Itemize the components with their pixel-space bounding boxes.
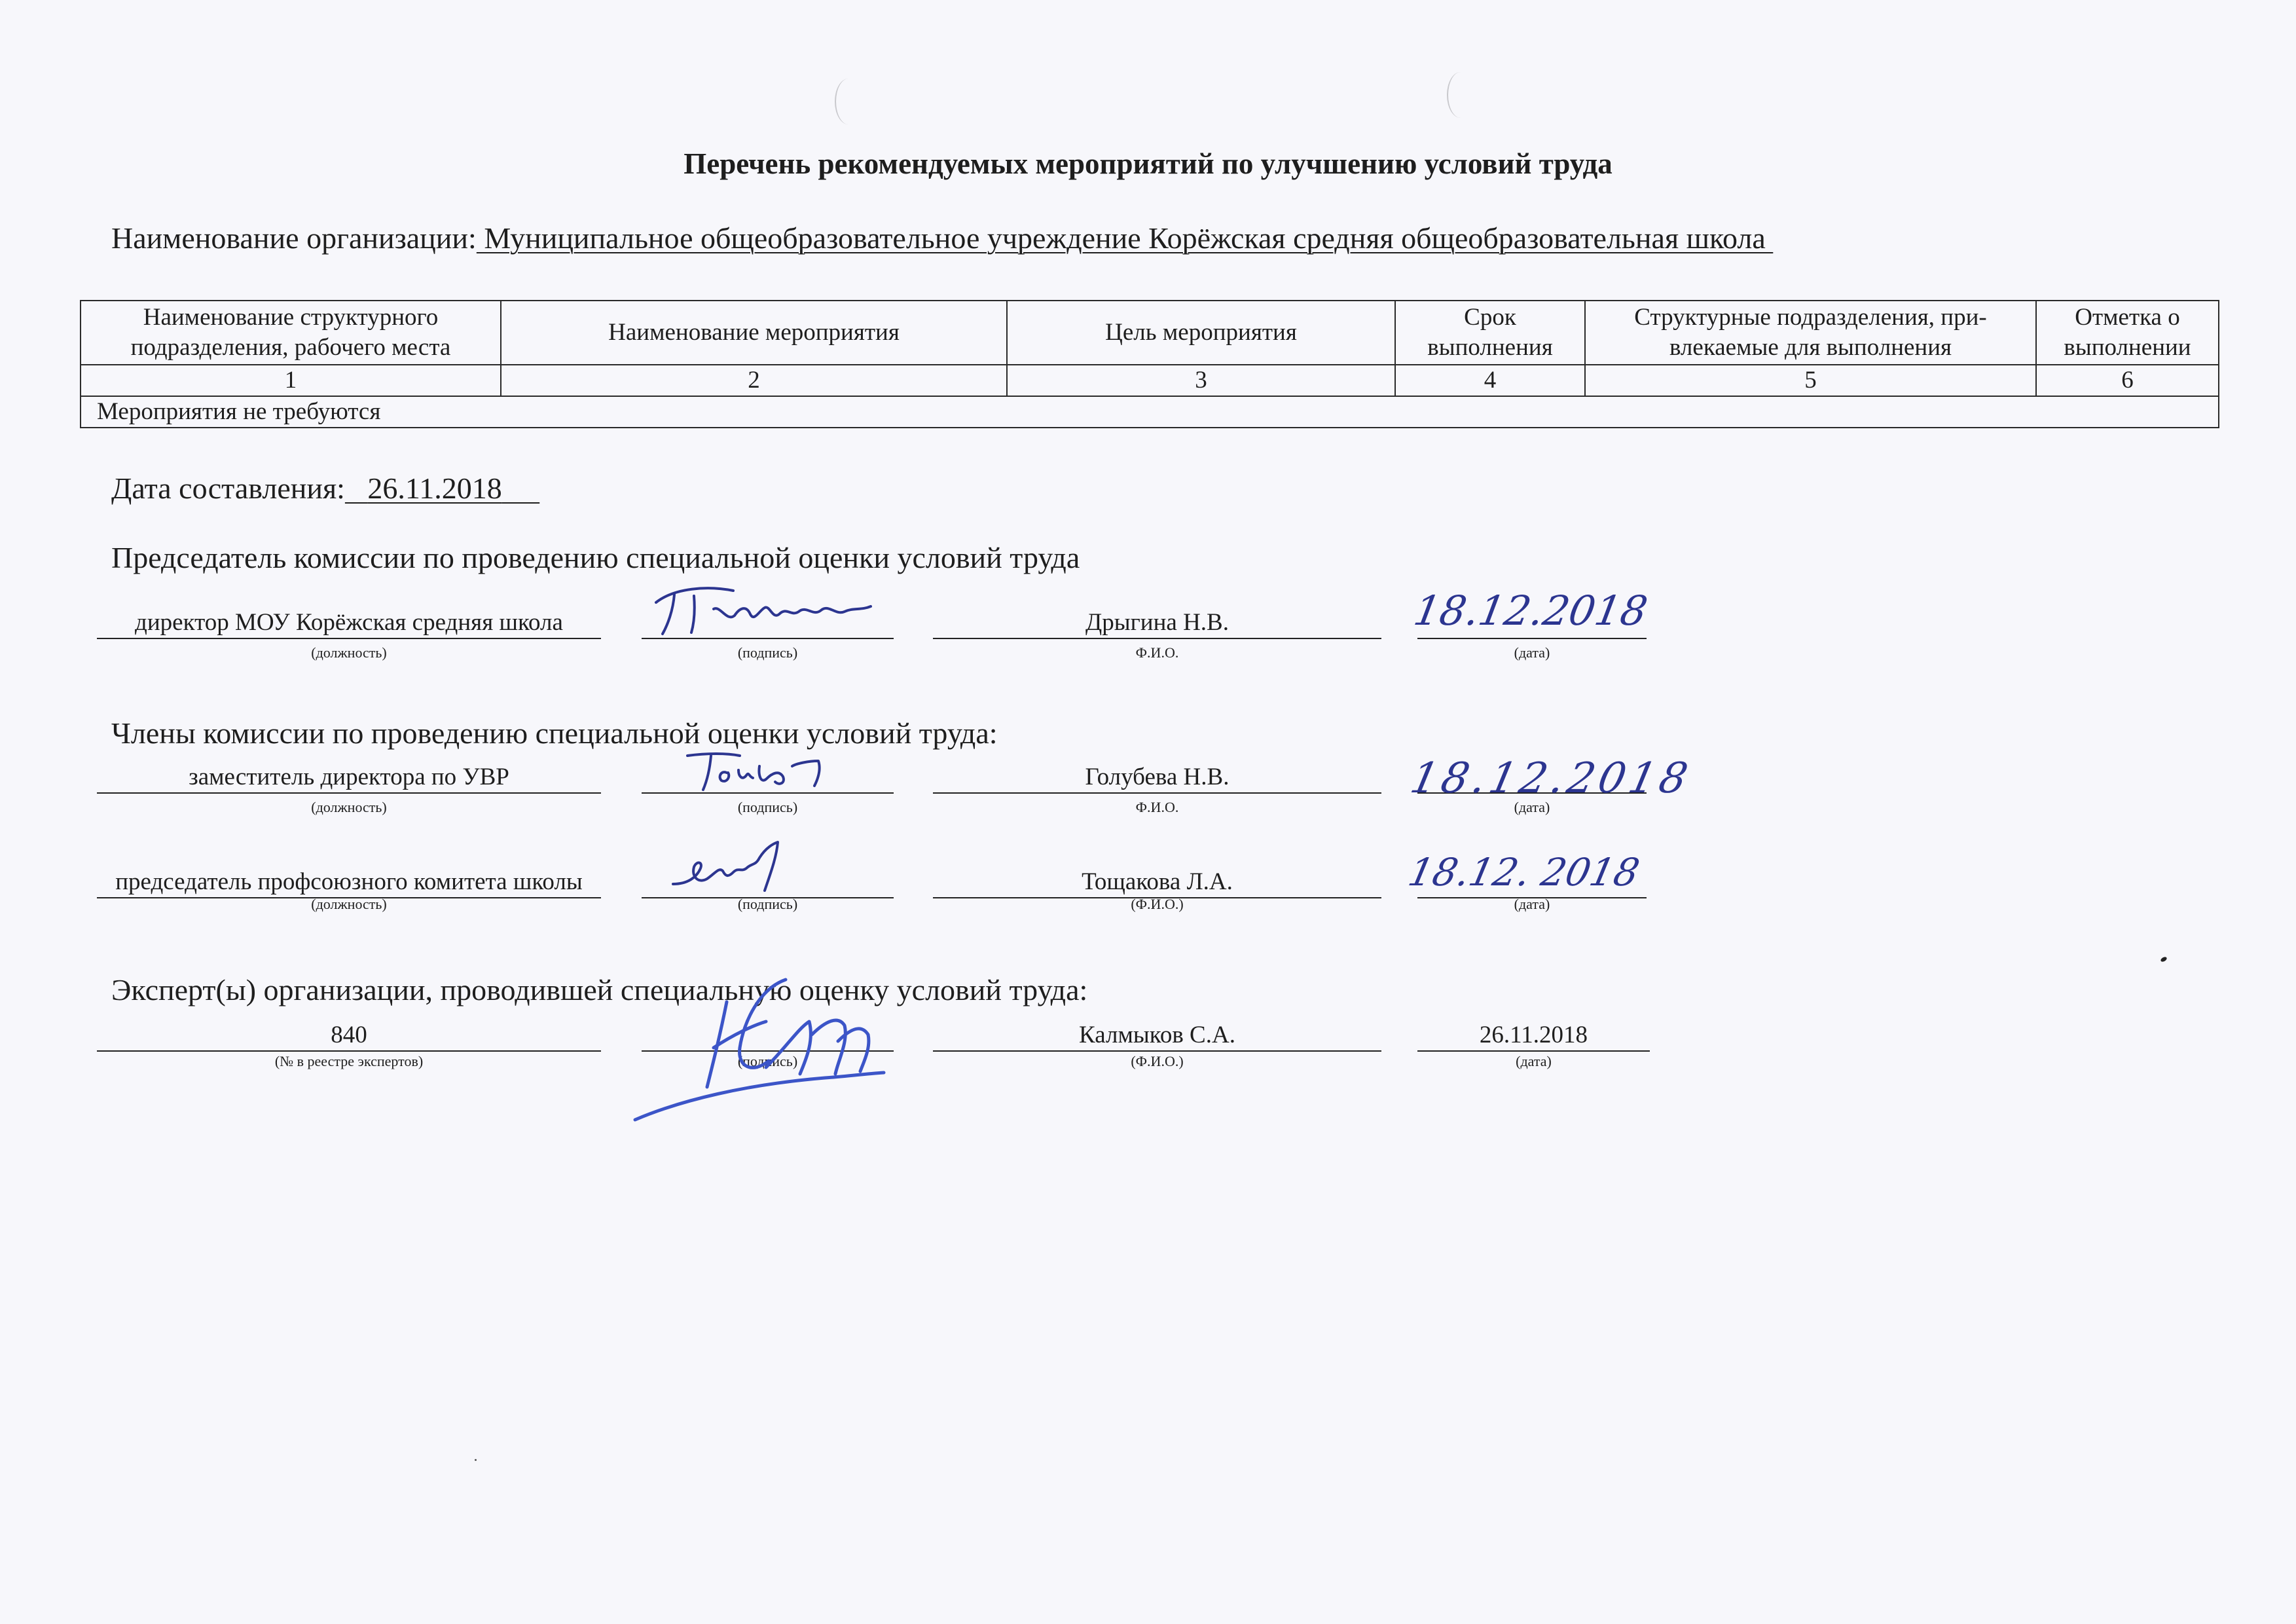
- caption-signature: (подпись): [737, 644, 798, 661]
- caption-name: (Ф.И.О.): [1131, 1053, 1184, 1069]
- table-number-row: [81, 365, 2219, 396]
- caption-date: (дата): [1516, 1053, 1552, 1069]
- caption-position: (должность): [311, 896, 387, 912]
- column-number: 6: [2036, 365, 2219, 396]
- caption-position: (должность): [311, 799, 387, 815]
- chair-heading: Председатель комиссии по проведению специальной оценки условий труда: [111, 541, 1080, 574]
- punch-hole-mark: [835, 79, 862, 124]
- page-title: Перечень рекомендуемых мероприятий по улучшению условий труда: [683, 147, 1613, 180]
- ink-dot-mark: [475, 1459, 477, 1461]
- caption-signature: (подпись): [737, 799, 798, 815]
- caption-date: (дата): [1514, 799, 1550, 815]
- header-cell-unit: Наименование структурного подразделения, рабочего места: [81, 301, 501, 365]
- header-cell-deadline: Срок выполнения: [1395, 301, 1585, 365]
- table-row: [81, 396, 2219, 428]
- compilation-date-value: [345, 471, 539, 505]
- caption-signature: (подпись): [737, 896, 798, 912]
- organization-line: [111, 220, 1773, 257]
- member-signature: [681, 747, 851, 799]
- compilation-date-line: [111, 470, 539, 507]
- caption-name: Ф.И.О.: [1135, 644, 1179, 661]
- caption-registry: (№ в реестре экспертов): [274, 1053, 424, 1069]
- ink-dot-mark: [2160, 956, 2168, 963]
- table-note: Мероприятия не требуются: [81, 396, 2219, 428]
- measures-table: [80, 300, 2219, 428]
- svg-text:18.12.2018: 18.12.2018: [1410, 587, 1651, 635]
- header-cell-measure: Наименование мероприятия: [501, 301, 1007, 365]
- expert-name: Калмыков С.А.: [933, 1007, 1381, 1052]
- member-name: Тощакова Л.А.: [933, 832, 1381, 898]
- compilation-date-text: 26.11.2018: [367, 471, 502, 505]
- header-cell-departments: Структурные подразделения, при-влекаемые для выполнения: [1585, 301, 2036, 365]
- column-number: 1: [81, 365, 501, 396]
- svg-text:18.12. 2018: 18.12. 2018: [1404, 850, 1643, 895]
- organization-label: Наименование организации:: [111, 221, 477, 255]
- member-name: Голубева Н.В.: [933, 750, 1381, 794]
- organization-name: Муниципальное общеобразовательное учреждение Корёжская средняя общеобразовательная школа: [476, 221, 1774, 255]
- expert-signature: [629, 963, 903, 1133]
- punch-hole-mark: [1447, 72, 1474, 118]
- chair-position: директор МОУ Корёжская средняя школа: [97, 572, 601, 639]
- expert-date: 26.11.2018: [1417, 1007, 1650, 1052]
- caption-date: (дата): [1514, 644, 1550, 661]
- column-number: 3: [1007, 365, 1395, 396]
- caption-position: (должность): [311, 644, 387, 661]
- compilation-date-label: Дата составления:: [111, 471, 345, 505]
- header-cell-completion: Отметка о выполнении: [2036, 301, 2219, 365]
- chair-signature: [648, 576, 884, 642]
- member-date-handwritten: [1406, 753, 1696, 805]
- table-header-row: [81, 301, 2219, 365]
- members-heading: Члены комиссии по проведению специальной оценки условий труда:: [111, 716, 998, 750]
- column-number: 2: [501, 365, 1007, 396]
- svg-text:18.12.2018: 18.12.2018: [1406, 754, 1696, 803]
- caption-date: (дата): [1514, 896, 1550, 912]
- member-signature: [668, 838, 812, 897]
- caption-signature: (подпись): [737, 1053, 798, 1069]
- member-date-handwritten: [1404, 849, 1656, 901]
- column-number: 4: [1395, 365, 1585, 396]
- column-number: 5: [1585, 365, 2036, 396]
- expert-registry-number: 840: [97, 1007, 601, 1052]
- member-position: заместитель директора по УВР: [97, 750, 601, 794]
- experts-heading: Эксперт(ы) организации, проводившей специальную оценку условий труда:: [111, 973, 1088, 1006]
- chair-date-handwritten: [1410, 583, 1651, 642]
- chair-name: Дрыгина Н.В.: [933, 572, 1381, 639]
- caption-name: Ф.И.О.: [1135, 799, 1179, 815]
- caption-name: (Ф.И.О.): [1131, 896, 1184, 912]
- header-cell-goal: Цель мероприятия: [1007, 301, 1395, 365]
- member-position: председатель профсоюзного комитета школы: [97, 832, 601, 898]
